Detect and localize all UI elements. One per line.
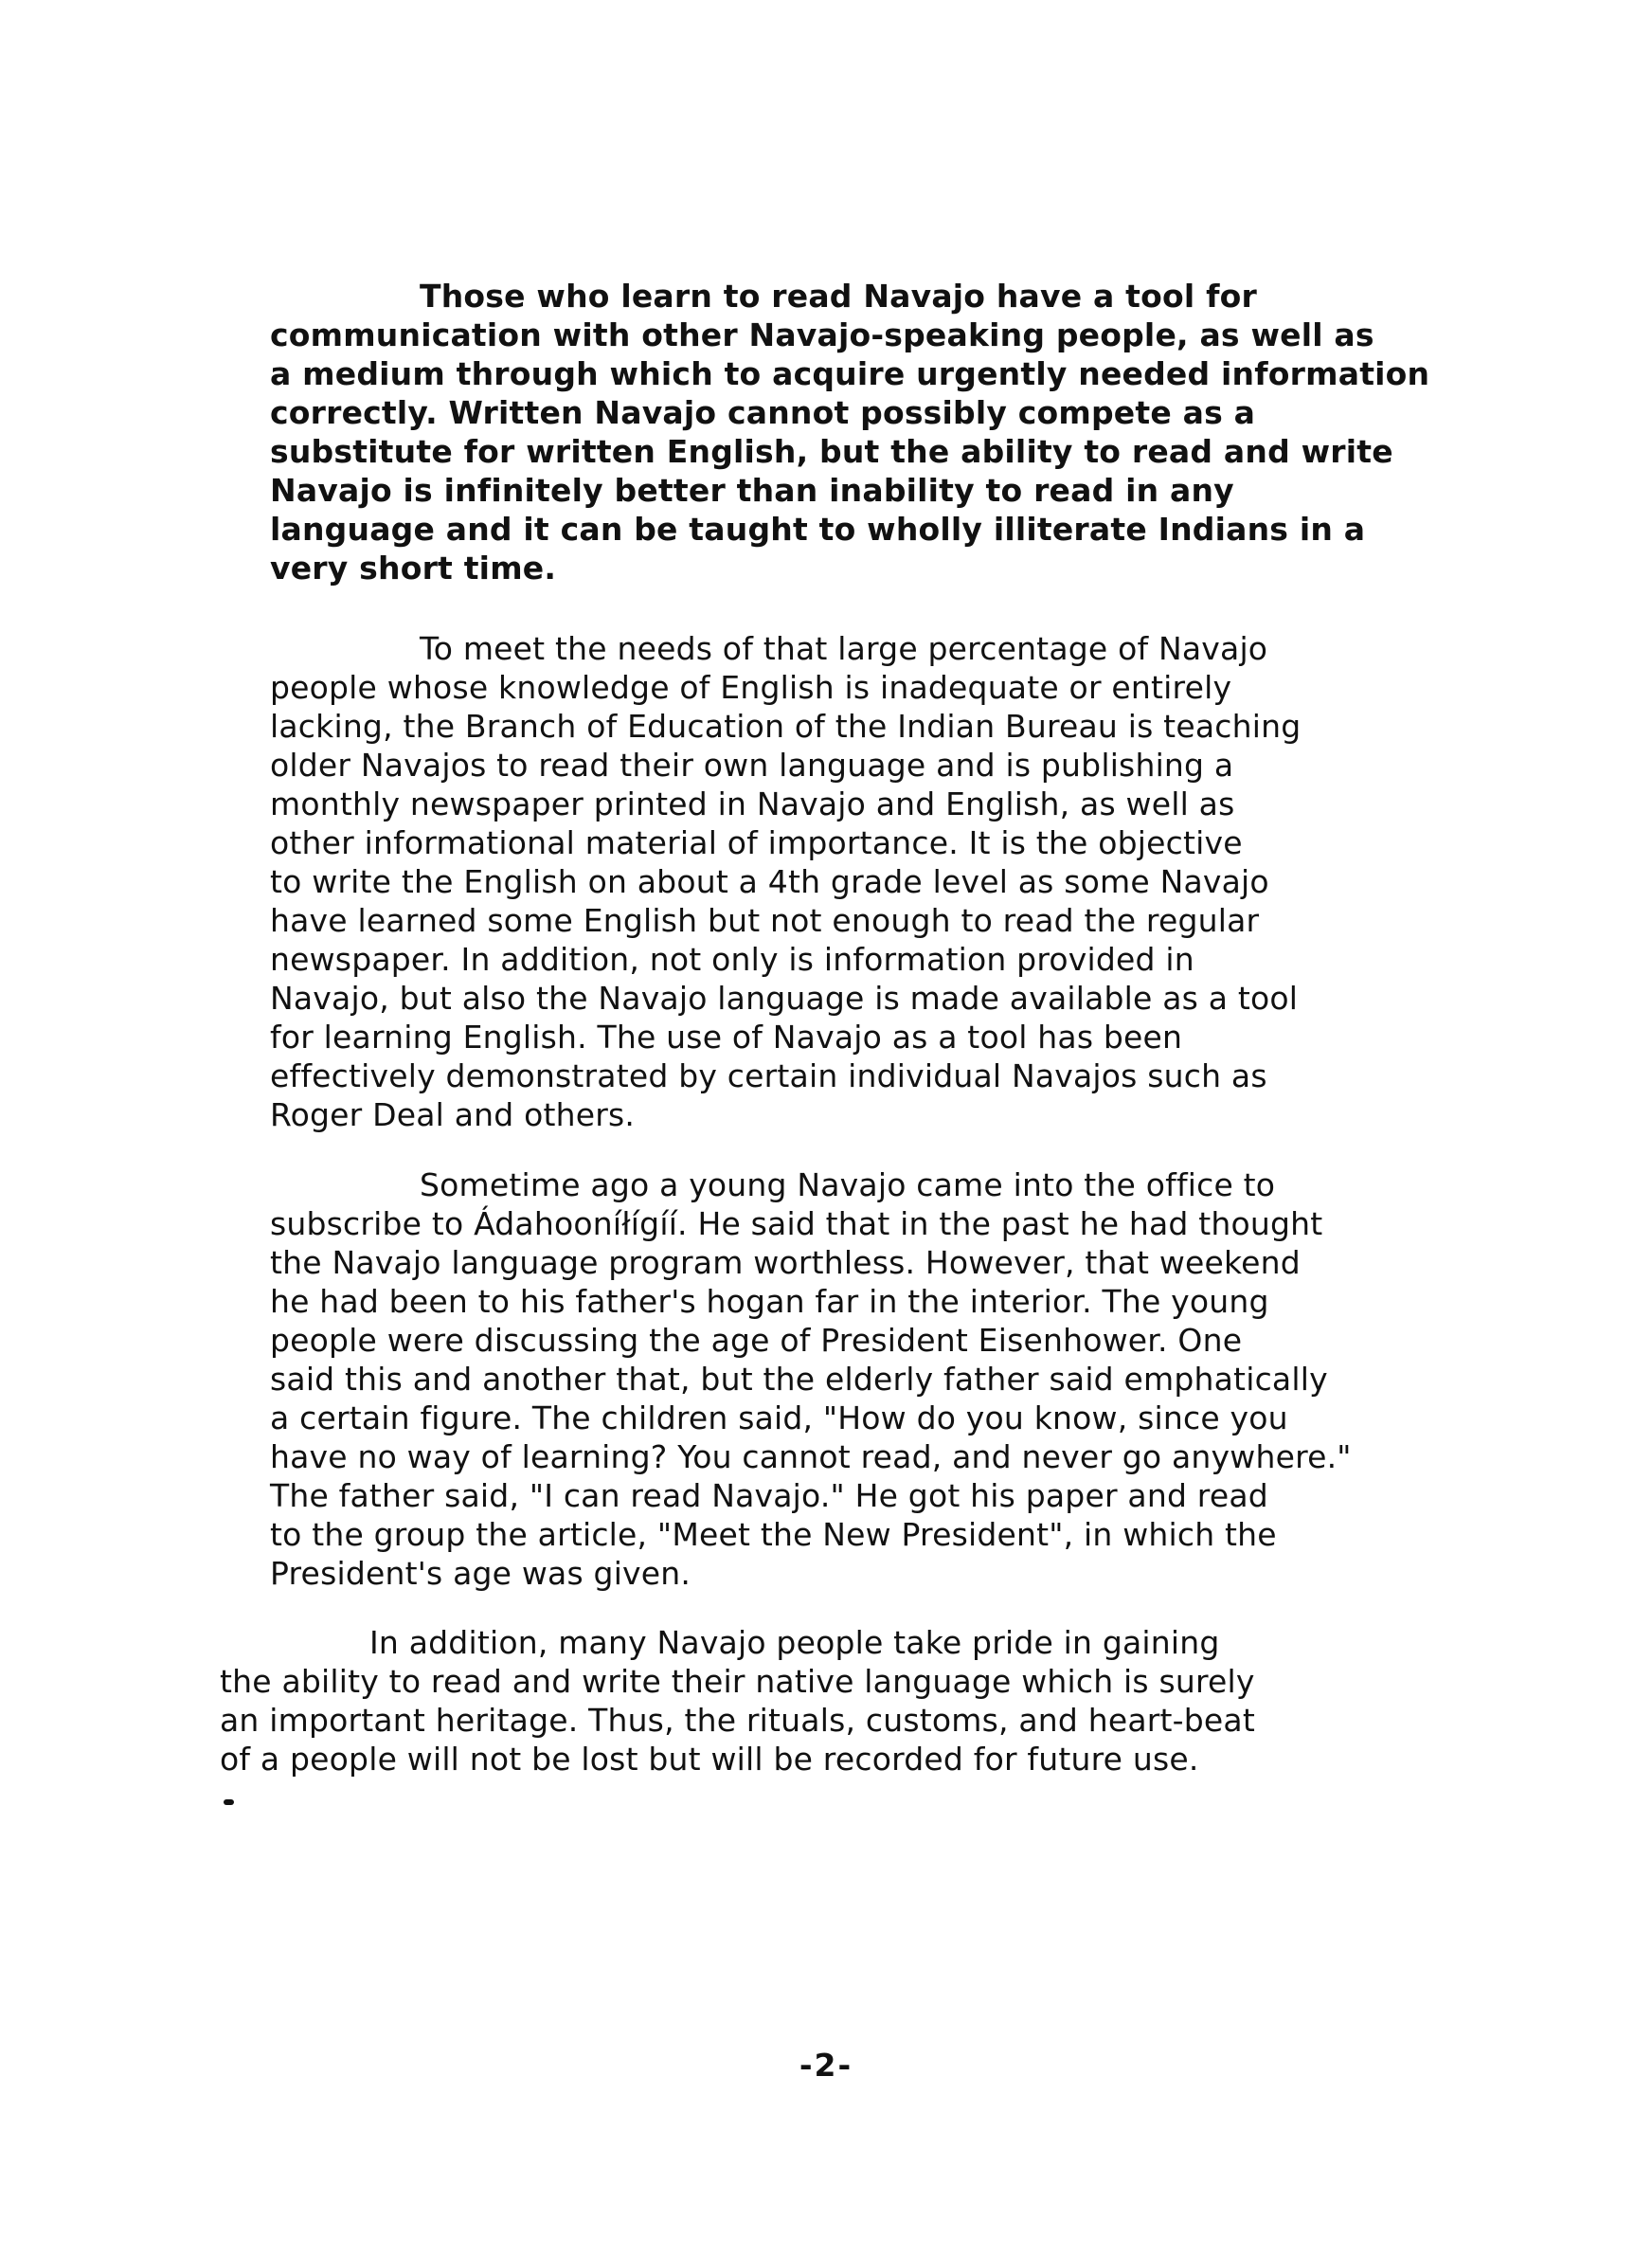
paragraph-line: newspaper. In addition, not only is information provided in — [270, 941, 1194, 978]
paragraph-line: to write the English on about a 4th grade level as some Navajo — [270, 863, 1269, 900]
paragraph-line: subscribe to Ádahooníłígíí. He said that in the past he had thought — [270, 1205, 1323, 1242]
paragraph-line: people were discussing the age of President Eisenhower. One — [270, 1322, 1243, 1359]
paragraph-line: To meet the needs of that large percentage of Navajo — [420, 630, 1268, 667]
paragraph-line: Navajo, but also the Navajo language is made available as a tool — [270, 980, 1299, 1017]
paragraph-line: the ability to read and write their native language which is surely — [220, 1663, 1255, 1700]
paragraph-line: an important heritage. Thus, the rituals, customs, and heart-beat — [220, 1702, 1255, 1739]
paragraph-line: he had been to his father's hogan far in the interior. The young — [270, 1283, 1269, 1320]
paragraph-line: substitute for written English, but the ability to read and write — [270, 433, 1393, 470]
paragraph-line: a certain figure. The children said, "How do you know, since you — [270, 1399, 1288, 1436]
paragraph-line: Sometime ago a young Navajo came into the office to — [420, 1166, 1276, 1203]
paragraph-3 — [270, 1165, 1352, 1593]
paragraph-line: other informational material of importance. It is the objective — [270, 824, 1243, 861]
paragraph-line: In addition, many Navajo people take pride in gaining — [369, 1624, 1220, 1661]
paragraph-line: Navajo is infinitely better than inability to read in any — [270, 472, 1234, 509]
paragraph-line: people whose knowledge of English is inadequate or entirely — [270, 669, 1232, 706]
paragraph-line: monthly newspaper printed in Navajo and English, as well as — [270, 785, 1235, 822]
paragraph-line: have learned some English but not enough to read the regular — [270, 902, 1260, 939]
paragraph-line: lacking, the Branch of Education of the Indian Bureau is teaching — [270, 708, 1302, 745]
paragraph-line: have no way of learning? You cannot read, and never go anywhere." — [270, 1438, 1352, 1475]
paragraph-line: effectively demonstrated by certain individual Navajos such as — [270, 1057, 1267, 1094]
paragraph-line: older Navajos to read their own language and is publishing a — [270, 747, 1234, 784]
paragraph-line: Those who learn to read Navajo have a tool for — [420, 278, 1257, 315]
paragraph-line: the Navajo language program worthless. However, that weekend — [270, 1244, 1301, 1281]
paragraph-line: correctly. Written Navajo cannot possibly compete as a — [270, 394, 1256, 431]
paragraph-4 — [220, 1623, 1255, 1779]
paragraph-1 — [270, 277, 1429, 587]
paragraph-2 — [270, 629, 1301, 1134]
paragraph-line: language and it can be taught to wholly illiterate Indians in a — [270, 511, 1366, 548]
paragraph-line: Roger Deal and others. — [270, 1096, 636, 1133]
paragraph-line: communication with other Navajo-speaking people, as well as — [270, 316, 1374, 353]
paragraph-line: President's age was given. — [270, 1555, 691, 1592]
paragraph-line: to the group the article, "Meet the New President", in which the — [270, 1516, 1277, 1553]
paragraph-line: for learning English. The use of Navajo as a tool has been — [270, 1019, 1183, 1056]
paragraph-line: The father said, "I can read Navajo." He got his paper and read — [270, 1477, 1268, 1514]
paragraph-line: very short time. — [270, 550, 557, 587]
margin-mark — [224, 1799, 234, 1805]
paragraph-line: of a people will not be lost but will be recorded for future use. — [220, 1741, 1199, 1778]
page-number: -2- — [799, 2047, 853, 2084]
paragraph-line: said this and another that, but the elderly father said emphatically — [270, 1361, 1328, 1398]
paragraph-line: a medium through which to acquire urgently needed information — [270, 355, 1430, 392]
